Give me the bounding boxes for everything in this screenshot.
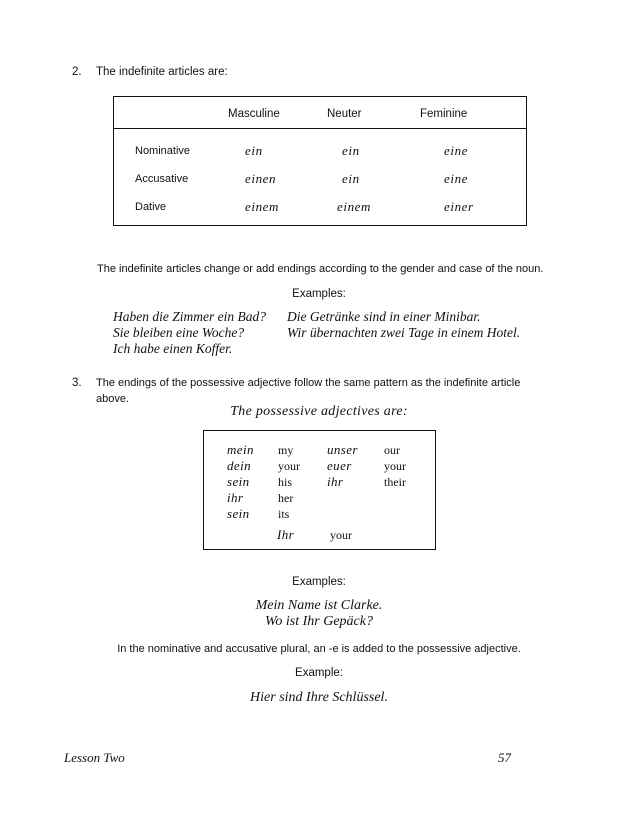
example-sentence: Mein Name ist Clarke.: [255, 598, 383, 613]
row-label-accusative: Accusative: [135, 173, 189, 185]
example-label: Example:: [295, 667, 343, 679]
possessive-adjectives-table: [203, 430, 436, 550]
column-header-feminine: Feminine: [420, 108, 468, 120]
possessive-de: unser: [327, 442, 358, 457]
possessive-en: our: [384, 443, 400, 457]
article-dative-feminine: einer: [444, 199, 474, 214]
possessive-de: ihr: [227, 490, 244, 505]
possessive-de: euer: [327, 458, 352, 473]
possessive-en: your: [384, 459, 406, 473]
section-3-heading: The endings of the possessive adjective follow the same pattern as the indefinite article: [96, 377, 521, 389]
possessive-de: mein: [227, 442, 254, 457]
example-sentence: Ich habe einen Koffer.: [113, 341, 233, 356]
possessive-de: ihr: [327, 474, 344, 489]
article-nominative-neuter: ein: [342, 143, 360, 158]
examples-label-1: Examples:: [292, 288, 346, 300]
possessive-de: sein: [227, 506, 250, 521]
plural-note: In the nominative and accusative plural, an -e is added to the possessive adjective.: [117, 643, 521, 655]
section-3-heading-continued: above.: [96, 393, 130, 405]
possessive-en: your: [278, 459, 300, 473]
table-header-divider: [114, 128, 526, 129]
example-sentence: Die Getränke sind in einer Minibar.: [287, 309, 481, 324]
possessive-en: her: [278, 491, 294, 505]
footer-lesson: Lesson Two: [64, 750, 125, 765]
indefinite-explanation: The indefinite articles change or add endings according to the gender and case of the noun.: [97, 263, 544, 275]
example-sentence: Wo ist Ihr Gepäck?: [265, 614, 373, 629]
article-accusative-neuter: ein: [342, 171, 360, 186]
section-3-number: 3.: [72, 377, 82, 389]
indefinite-articles-table: [113, 96, 527, 226]
possessive-examples: [0, 598, 638, 630]
article-dative-neuter: einem: [337, 199, 372, 214]
example-sentence: Wir übernachten zwei Tage in einem Hotel.: [287, 325, 521, 340]
example-sentence: Haben die Zimmer ein Bad?: [113, 309, 266, 324]
possessive-de: sein: [227, 474, 250, 489]
examples-label-2: Examples:: [292, 576, 346, 588]
article-accusative-feminine: eine: [444, 171, 469, 186]
plural-example-sentence: Hier sind Ihre Schlüssel.: [250, 690, 388, 705]
row-label-nominative: Nominative: [135, 145, 191, 157]
possessive-en: my: [278, 443, 294, 457]
possessive-en: their: [384, 475, 406, 489]
article-accusative-masculine: einen: [245, 171, 277, 186]
section-2-number: 2.: [72, 66, 82, 78]
section-2-heading: The indefinite articles are:: [96, 66, 228, 78]
article-nominative-feminine: eine: [444, 143, 469, 158]
examples-left-column: [113, 309, 266, 357]
article-nominative-masculine: ein: [245, 143, 263, 158]
possessive-formal-en: your: [330, 528, 352, 542]
example-sentence: Sie bleiben eine Woche?: [113, 325, 245, 340]
possessive-en: its: [278, 507, 290, 521]
examples-right-column: [287, 309, 520, 341]
possessive-de: dein: [227, 458, 251, 473]
possessive-subheading: The possessive adjectives are:: [230, 404, 408, 419]
column-header-neuter: Neuter: [327, 108, 362, 120]
footer-page-number: 57: [498, 750, 511, 765]
article-dative-masculine: einem: [245, 199, 280, 214]
possessive-formal-de: Ihr: [277, 527, 295, 542]
column-header-masculine: Masculine: [228, 108, 280, 120]
row-label-dative: Dative: [135, 201, 167, 213]
possessive-en: his: [278, 475, 293, 489]
